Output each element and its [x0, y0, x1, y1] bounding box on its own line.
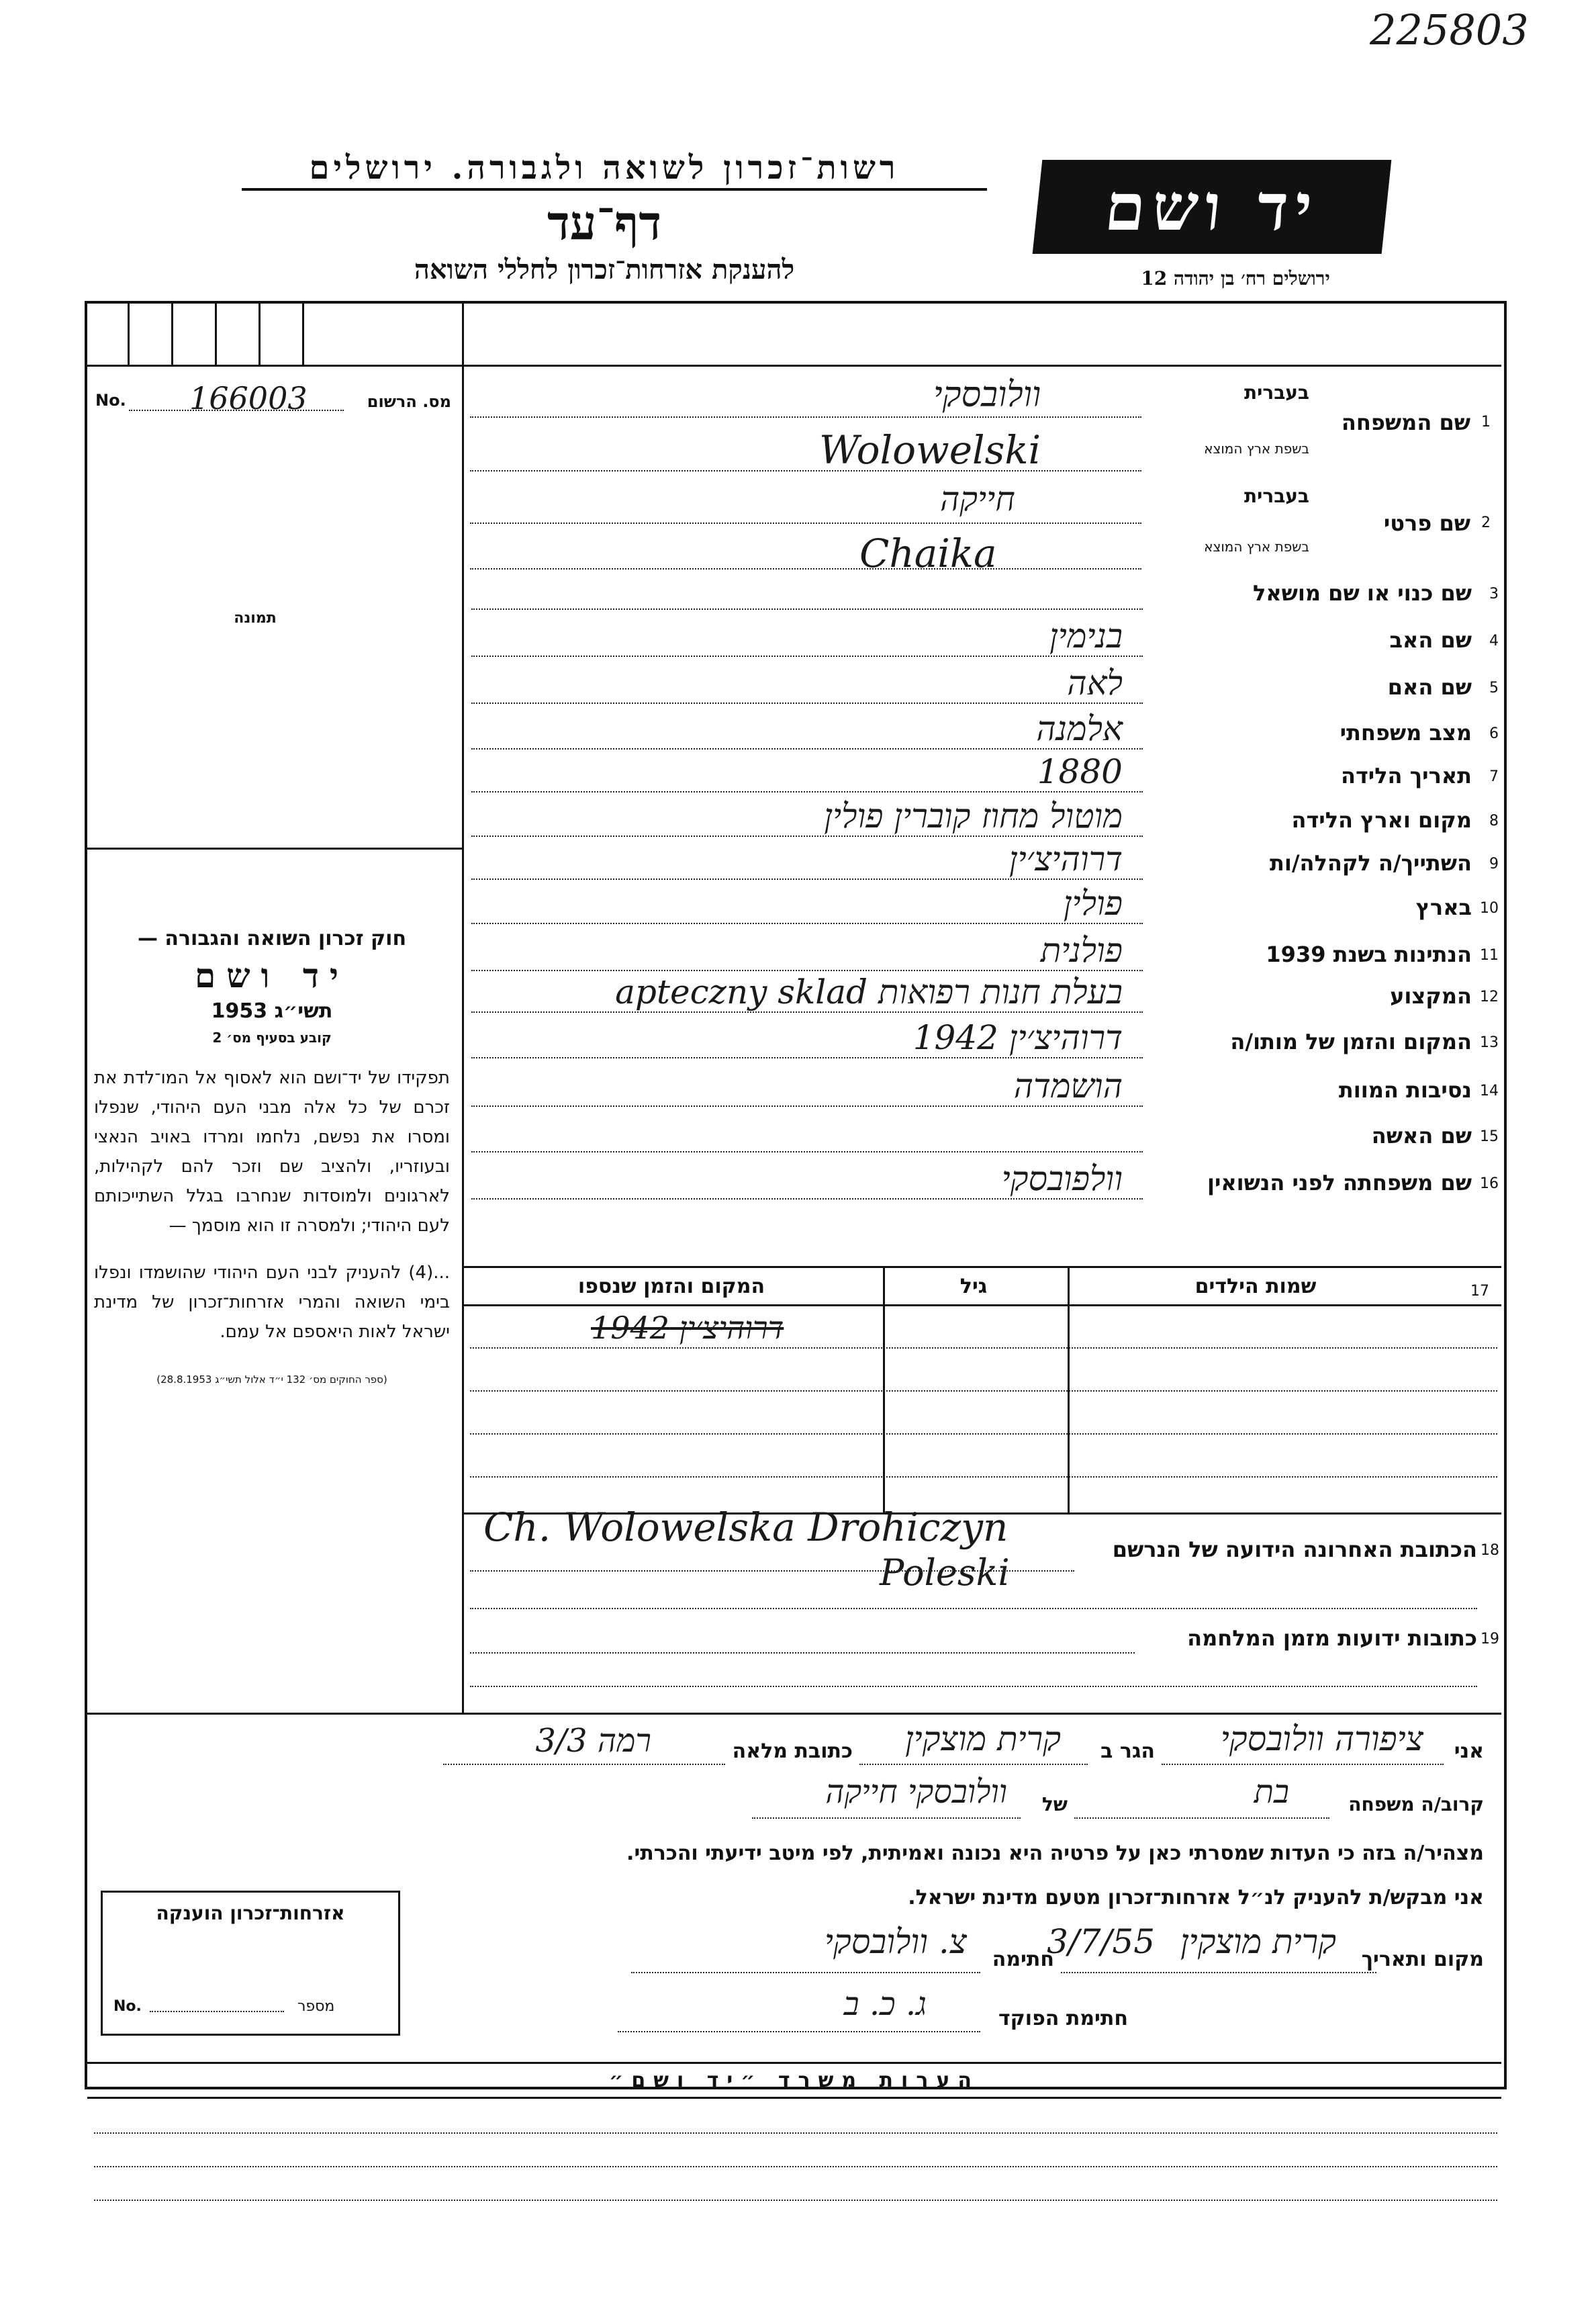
- field-number: 14: [1480, 1083, 1499, 1099]
- top-cell-line: [128, 304, 130, 365]
- surname-hebrew: וולובסקי: [933, 375, 1041, 415]
- top-cell-line: [171, 304, 173, 365]
- field-value: פולין: [1063, 884, 1123, 923]
- field-row-8: [465, 797, 1499, 841]
- last-address-value: Ch. Wolowelska Drohiczyn: [483, 1504, 1008, 1550]
- field-row-11: [465, 931, 1499, 975]
- field-line: [470, 523, 1141, 524]
- photo-bottom-line: [87, 848, 462, 850]
- field-value: 1880: [1037, 752, 1123, 791]
- field-row-10: [465, 884, 1499, 928]
- field-value: וולפובסקי: [1001, 1159, 1123, 1198]
- field-line: [471, 656, 1143, 657]
- authority-title: רשות־זכרון לשואה ולגבורה. ירושלים: [309, 149, 900, 187]
- field-number: 4: [1489, 633, 1499, 649]
- field-19-label: כתובות ידועות מזמן המלחמה: [1187, 1625, 1477, 1651]
- given-latin: Chaika: [859, 531, 997, 576]
- field-label: בארץ: [1415, 895, 1472, 920]
- field-value: דרוהיצ׳ין: [1008, 840, 1123, 878]
- top-cell-line: [302, 304, 304, 365]
- field-row-14: [465, 1067, 1499, 1111]
- field-line: [471, 748, 1143, 750]
- field-label: תאריך הלידה: [1340, 763, 1472, 788]
- field-label: השתייך/ה לקהלה/ות: [1269, 850, 1472, 876]
- children-crossed: דרוהיצ׳ין 1942: [591, 1310, 784, 1346]
- archive-number: 225803: [1370, 5, 1529, 54]
- field-label: שם האם: [1387, 674, 1472, 700]
- children-col-age: גיל: [959, 1275, 988, 1298]
- logo-address: ירושלים רח׳ בן יהודה 12: [1141, 267, 1330, 289]
- field-number: 11: [1480, 947, 1499, 964]
- children-row-line: [470, 1390, 1497, 1392]
- field-value: מוטול מחוז קוברין פולין: [824, 797, 1123, 835]
- remarks-title: הערות משרד ״יד ושם״: [609, 2069, 980, 2092]
- field-label: המקום והזמן של מותו/ה: [1230, 1029, 1472, 1054]
- children-num: 17: [1470, 1283, 1489, 1300]
- field18-line: [470, 1608, 1477, 1609]
- declaration-top-line: [87, 1713, 1501, 1715]
- field-number: 13: [1480, 1034, 1499, 1051]
- remarks-header-line: [87, 2097, 1501, 2099]
- field-line: [471, 1198, 1143, 1200]
- field-2-label: 2 שם פרטי בעברית בשפת ארץ המוצא: [1204, 485, 1491, 555]
- divider-main: [462, 304, 464, 1714]
- field-number: 6: [1489, 725, 1499, 742]
- children-row-line: [470, 1433, 1497, 1435]
- field-row-15: [465, 1112, 1499, 1157]
- remarks-line: [94, 2200, 1497, 2201]
- field-line: [470, 568, 1141, 570]
- field-value: דרוהיצ׳ין 1942: [912, 1018, 1123, 1057]
- field19-line: [470, 1652, 1135, 1654]
- children-col-names: שמות הילדים: [1194, 1275, 1317, 1298]
- field-row-13: [465, 1018, 1499, 1063]
- field-number: 5: [1489, 680, 1499, 696]
- authority-underline: [242, 188, 987, 191]
- field-value: לאה: [1067, 664, 1123, 703]
- field-value: הושמדה: [1013, 1067, 1123, 1105]
- last-address-value2: Poleski: [880, 1551, 1010, 1594]
- field-19-num: 19: [1481, 1631, 1499, 1647]
- field-line: [471, 1105, 1143, 1107]
- field-row-12: [465, 973, 1499, 1017]
- field-label: שם האשה: [1371, 1123, 1472, 1148]
- children-row-line: [470, 1476, 1497, 1478]
- field-line: [471, 791, 1143, 793]
- field18-line: [470, 1570, 1074, 1572]
- field-label: שם כנוי או שם מושאל: [1252, 580, 1472, 606]
- field-row-9: [465, 840, 1499, 884]
- children-col-place: המקום והזמן שנספו: [577, 1275, 765, 1298]
- field-value: אלמנה: [1036, 709, 1123, 748]
- top-cell-line: [259, 304, 261, 365]
- field-number: 3: [1489, 586, 1499, 602]
- children-top-line: [462, 1266, 1501, 1268]
- remarks-top-line: [87, 2062, 1501, 2064]
- field-label: מקום וארץ הלידה: [1291, 807, 1472, 833]
- field-number: 15: [1480, 1128, 1499, 1145]
- children-header-line: [462, 1304, 1501, 1306]
- field-18-num: 18: [1481, 1542, 1499, 1559]
- field-label: המקצוע: [1390, 983, 1472, 1009]
- field-line: [471, 703, 1143, 704]
- field-number: 16: [1480, 1175, 1499, 1192]
- children-row-line: [470, 1347, 1497, 1349]
- field-number: 8: [1489, 813, 1499, 829]
- law-excerpt: חוק זכרון השואה והגבורה — יד ושם תשי״ג 1953 קובע בסעיף מס׳ 2 תפקידו של יד־ושם הוא לאסוף אל המו־לדת את זכרם של כל אלה מבני העם היהודי, שנפלו ומסרו את נפשם, נלחמו ומרדו באויב הנאצי ובעוזריו, ולהציב שם וזכר להם לקהילות, לארגונים ולמוסדות שנחרבו בגלל השתייכותם לעם היהודי; ולמסרה זו הוא מוסמך — ...(4) להעניק לבני העם היהודי שהושמדו ונפלו בימי השואה והמרי אזרחות־זכרון של מדינת ישראל לאות היאספם אל עמם. (ספר החוקים מס׳ 132 י״ד אלול תשי״ג 28.8.1953): [94, 927, 450, 1386]
- yad-vashem-logo: יד ושם: [1033, 160, 1392, 254]
- field-label: שם משפחתה לפני הנשואין: [1207, 1170, 1472, 1195]
- field-number: 10: [1480, 900, 1499, 917]
- field19-line: [470, 1686, 1477, 1687]
- row-top-line: [87, 365, 1501, 367]
- form-title: דף־עד: [547, 195, 661, 251]
- field-row-4: [465, 617, 1499, 661]
- field-value: בעלת חנות רפואות apteczny sklad: [615, 973, 1123, 1011]
- field-1-label: 1 שם המשפחה בעברית בשפת ארץ המוצא: [1204, 381, 1491, 457]
- field-label: מצב משפחתי: [1340, 720, 1472, 745]
- given-hebrew: חייקה: [940, 480, 1015, 518]
- remarks-line: [94, 2132, 1497, 2134]
- photo-label: תמונה: [234, 610, 277, 627]
- field-line: [471, 923, 1143, 924]
- field-value: פולנית: [1040, 931, 1123, 970]
- field-line: [471, 1151, 1143, 1152]
- field-line: [470, 416, 1141, 418]
- top-cell-line: [215, 304, 217, 365]
- form-subtitle: להענקת אזרחות־זכרון לחללי השואה: [414, 254, 795, 285]
- registration-no: No. 166003 מס. הרשום: [95, 380, 451, 416]
- field-line: [471, 608, 1143, 610]
- field-row-6: [465, 709, 1499, 754]
- field-label: שם האב: [1389, 627, 1472, 653]
- declaration: אני ציפורה וולובסקי הגר ב קרית מוצקין כתובת מלאה רמה 3/3 קרוב/ה משפחה בת של וולובסקי חייקה מצהיר/ה בזה כי העדות שמסרתי כאן על פרטיה היא נכונה ואמיתית, לפי מיטב ידיעתי והכרתי. אני מבקש/ת להעניק לנ״ל אזרחות־זכרון מטעם מדינת ישראל. מקום ותאריך קרית מוצקין 3/7/55 חתימה צ. וולובסקי חתימת הפוקד ג. כ. ב: [94, 1719, 1491, 2069]
- field-18-label: הכתובת האחרונה הידועה של הנרשם: [1112, 1537, 1477, 1562]
- field-number: 7: [1489, 768, 1499, 785]
- field-line: [471, 970, 1143, 971]
- field-value: בנימין: [1049, 617, 1123, 656]
- field-line: [471, 878, 1143, 880]
- field-row-7: [465, 752, 1499, 797]
- field-line: [471, 835, 1143, 837]
- registration-value: 166003: [189, 380, 308, 416]
- remarks-line: [94, 2166, 1497, 2167]
- field-row-5: [465, 664, 1499, 708]
- field-label: הנתינות בשנת 1939: [1266, 942, 1472, 967]
- surname-latin: Wolowelski: [819, 427, 1041, 473]
- field-number: 12: [1480, 989, 1499, 1005]
- field-line: [471, 1057, 1143, 1058]
- field-line: [471, 1011, 1143, 1013]
- field-label: נסיבות המוות: [1338, 1077, 1472, 1103]
- field-row-16: [465, 1159, 1499, 1204]
- field-number: 9: [1489, 856, 1499, 872]
- citizenship-stamp-box: אזרחות־זכרון הוענקה No. מספר: [101, 1891, 400, 2036]
